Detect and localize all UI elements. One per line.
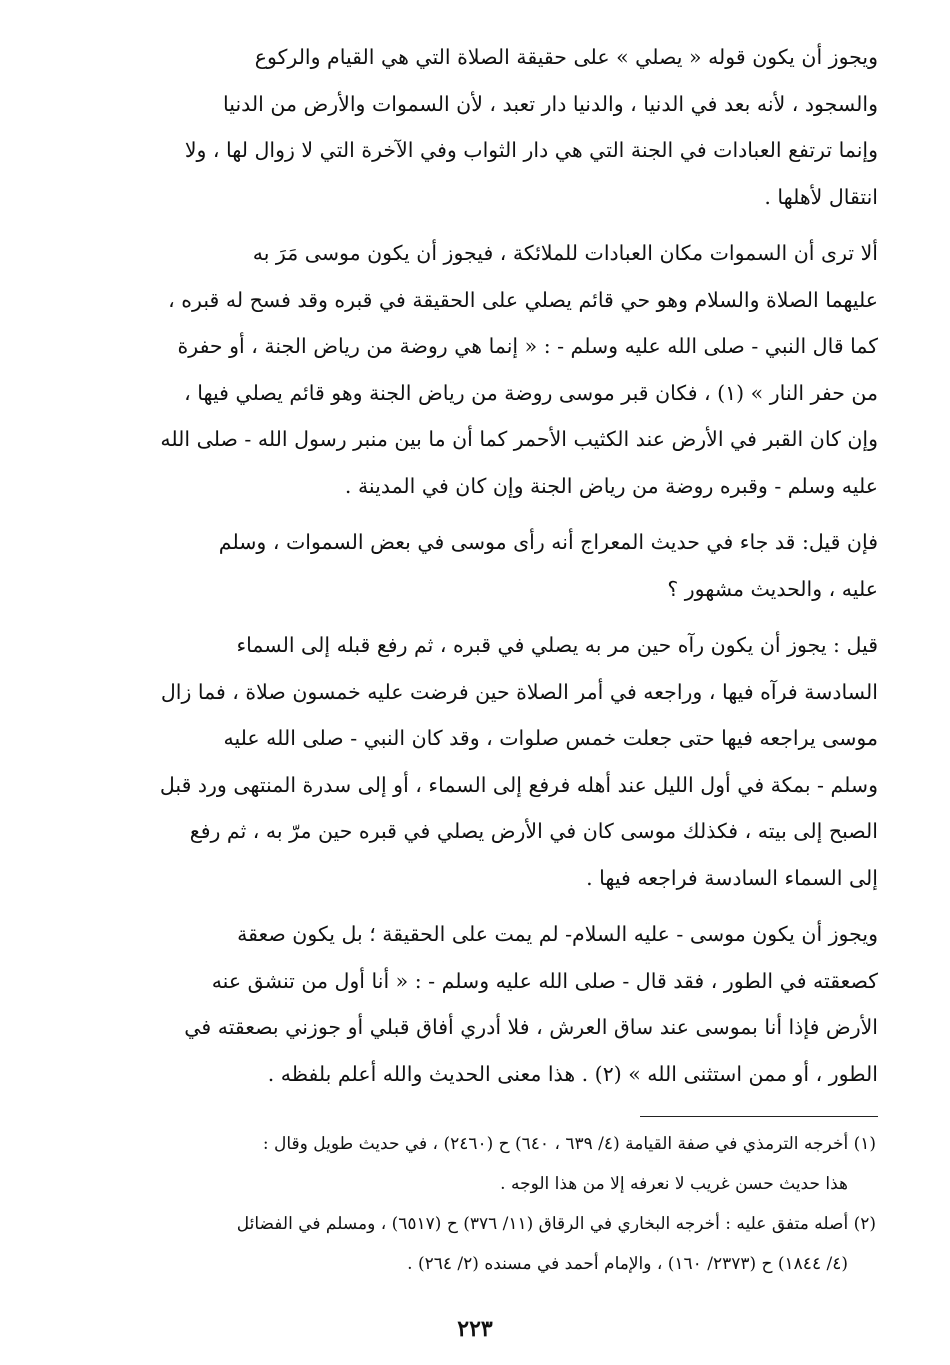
text-line: عليه ، والحديث مشهور ؟ bbox=[667, 576, 878, 601]
page-number: ٢٢٣ bbox=[457, 1316, 493, 1342]
text-line: انتقال لأهلها . bbox=[764, 184, 878, 209]
text-line: الصبح إلى بيته ، فكذلك موسى كان في الأرض يصلي في قبره حين مرّ به ، ثم رفع bbox=[189, 819, 878, 843]
paragraph-4 bbox=[88, 622, 878, 901]
text-line: ألا ترى أن السموات مكان العبادات للملائكة ، فيجوز أن يكون موسى مَرَ به bbox=[252, 241, 878, 265]
text-line: عليهما الصلاة والسلام وهو حي قائم يصلي على الحقيقة في قبره وقد فسح له قبره ، bbox=[168, 287, 878, 312]
text-line: الأرض فإذا أنا بموسى عند ساق العرش ، فلا أدري أفاق قبلي أو جوزني بصعقته في bbox=[184, 1015, 878, 1039]
text-line: موسى يراجعه فيها حتى جعلت خمس صلوات ، وقد كان النبي - صلى الله عليه bbox=[223, 726, 878, 750]
text-line: وإنما ترتفع العبادات في الجنة التي هي دار الثواب وفي الآخرة التي لا زوال لها ، ولا bbox=[184, 138, 878, 162]
footnote-1 bbox=[70, 1124, 876, 1204]
footnote-divider bbox=[640, 1116, 878, 1117]
text-line: كما قال النبي - صلى الله عليه وسلم - : « إنما هي روضة من رياض الجنة ، أو حفرة bbox=[177, 334, 878, 358]
footnote-line: هذا حديث حسن غريب لا نعرفه إلا من هذا الوجه . bbox=[500, 1174, 848, 1194]
text-line: الطور ، أو ممن استثنى الله » (٢) . هذا معنى الحديث والله أعلم بلفظه . bbox=[267, 1061, 878, 1086]
text-line: السادسة فرآه فيها ، وراجعه في أمر الصلاة حين فرضت عليه خمسون صلاة ، فما زال bbox=[160, 679, 878, 704]
page-body bbox=[88, 34, 878, 1097]
footnote-line: (١) أخرجه الترمذي في صفة القيامة (٤/ ٦٣٩ ، ٦٤٠) ح (٢٤٦٠) ، في حديث طويل وقال : bbox=[262, 1134, 876, 1154]
text-line: من حفر النار » (١) ، فكان قبر موسى روضة من رياض الجنة وهو قائم يصلي فيها ، bbox=[184, 380, 878, 405]
text-line: فإن قيل: قد جاء في حديث المعراج أنه رأى موسى في بعض السموات ، وسلم bbox=[218, 530, 878, 554]
footnote-line: (٤/ ١٨٤٤) ح (٢٣٧٣/ ١٦٠) ، والإمام أحمد في مسنده (٢/ ٢٦٤) . bbox=[407, 1254, 848, 1274]
text-line: إلى السماء السادسة فراجعه فيها . bbox=[586, 865, 878, 890]
paragraph-2 bbox=[88, 230, 878, 509]
footnote-line: (٢) أصله متفق عليه : أخرجه البخاري في الرقاق (١١/ ٣٧٦) ح (٦٥١٧) ، ومسلم في الفضائل bbox=[236, 1214, 876, 1234]
text-line: قيل : يجوز أن يكون رآه حين مر به يصلي في قبره ، ثم رفع قبله إلى السماء bbox=[236, 633, 878, 657]
paragraph-3 bbox=[88, 519, 878, 612]
footnotes bbox=[70, 1124, 876, 1284]
text-line: عليه وسلم - وقبره روضة من رياض الجنة وإن كان في المدينة . bbox=[344, 473, 878, 498]
paragraph-1 bbox=[88, 34, 878, 220]
text-line: ويجوز أن يكون قوله « يصلي » على حقيقة الصلاة التي هي القيام والركوع bbox=[254, 45, 878, 69]
text-line: ويجوز أن يكون موسى - عليه السلام- لم يمت على الحقيقة ؛ بل يكون صعقة bbox=[237, 922, 878, 946]
footnote-2 bbox=[70, 1204, 876, 1284]
text-line: وسلم - بمكة في أول الليل عند أهله فرفع إلى السماء ، أو إلى سدرة المنتهى ورد قبل bbox=[159, 772, 878, 797]
text-line: والسجود ، لأنه بعد في الدنيا ، والدنيا دار تعبد ، لأن السموات والأرض من الدنيا bbox=[223, 91, 878, 116]
text-line: كصعقته في الطور ، فقد قال - صلى الله عليه وسلم - : « أنا أول من تنشق عنه bbox=[211, 968, 878, 993]
paragraph-5 bbox=[88, 911, 878, 1097]
text-line: وإن كان القبر في الأرض عند الكثيب الأحمر كما أن ما بين منبر رسول الله - صلى الله bbox=[160, 427, 878, 451]
